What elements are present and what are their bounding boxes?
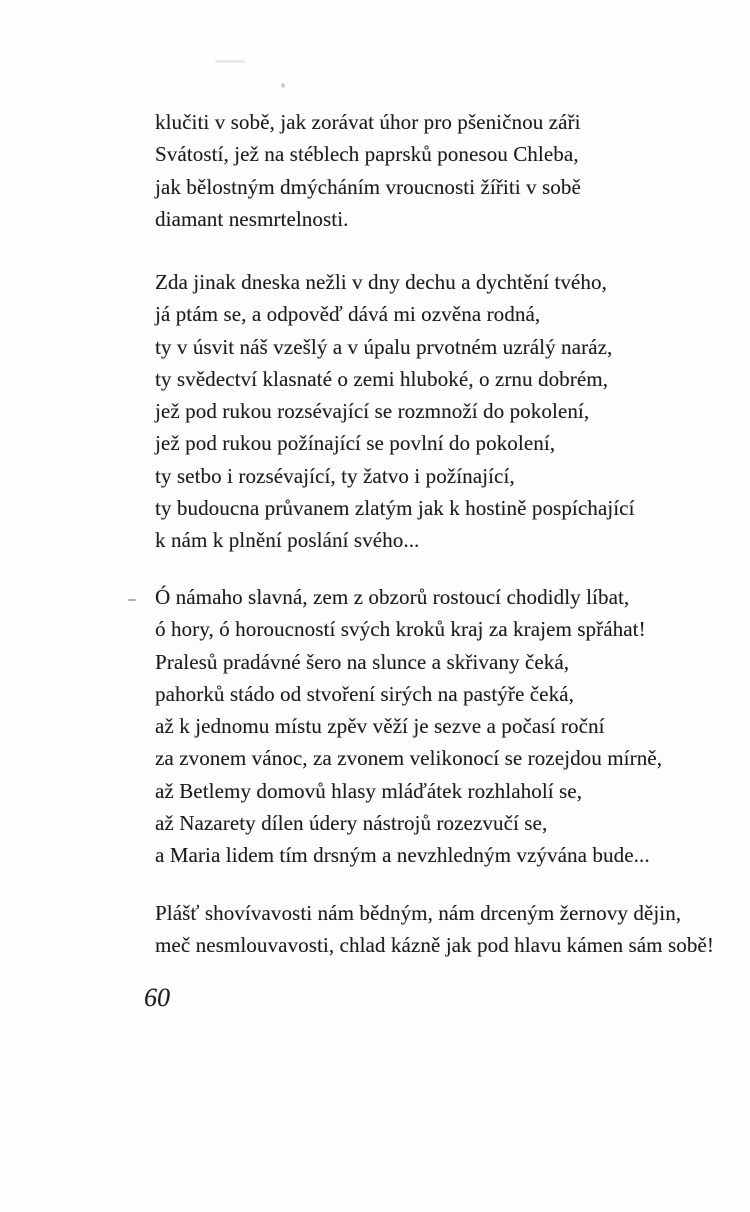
poem-line: jak bělostným dmýcháním vroucnosti žířiti v sobě — [155, 174, 581, 199]
poem-line: až k jednomu místu zpěv věží je sezve a počasí roční — [155, 714, 605, 739]
poem-line: k nám k plnění poslání svého... — [155, 528, 420, 553]
margin-dash-artifact — [128, 599, 136, 601]
poem-line: jež pod rukou rozsévající se rozmnoží do pokolení, — [155, 399, 590, 424]
poem-line: a Maria lidem tím drsným a nevzhledným vzývána bude... — [155, 843, 650, 868]
page-number: 60 — [144, 983, 170, 1012]
poem-line: ó hory, ó horoucností svých kroků kraj za krajem spřáhat! — [155, 617, 646, 642]
poem-line: za zvonem vánoc, za zvonem velikonocí se rozejdou mírně, — [155, 746, 663, 771]
poem-line: meč nesmlouvavosti, chlad kázně jak pod hlavu kámen sám sobě! — [155, 933, 714, 958]
poem-stanza-3 — [155, 581, 662, 872]
poem-line: ty budoucna průvanem zlatým jak k hostině pospíchající — [155, 496, 635, 521]
poem-line: pahorků stádo od stvoření sirých na pastýře čeká, — [155, 681, 574, 706]
poem-line: diamant nesmrtelnosti. — [155, 206, 349, 231]
poem-stanza-2 — [155, 266, 635, 557]
poem-line: jež pod rukou požínající se povlní do pokolení, — [155, 431, 556, 456]
poem-line: Plášť shovívavosti nám bědným, nám drceným žernovy dějin, — [155, 901, 682, 925]
scan-smudge-artifact — [215, 60, 245, 63]
poem-stanza-1 — [155, 106, 581, 235]
poem-line: až Betlemy domovů hlasy mláďátek rozhlaholí se, — [155, 778, 583, 803]
poem-line: Ó námaho slavná, zem z obzorů rostoucí chodidly líbat, — [155, 585, 630, 609]
poem-line: ty v úsvit náš vzešlý a v úpalu prvotném uzrálý naráz, — [155, 334, 613, 359]
poem-line: až Nazarety dílen údery nástrojů rozezvučí se, — [155, 811, 548, 836]
poem-line: Svátostí, jež na stéblech paprsků ponesou Chleba, — [155, 142, 579, 167]
poem-line: ty setbo i rozsévající, ty žatvo i požínající, — [155, 463, 515, 488]
poem-line: Zda jinak dneska nežli v dny dechu a dychtění tvého, — [155, 270, 607, 294]
poem-line: já ptám se, a odpověď dává mi ozvěna rodná, — [155, 302, 541, 327]
poem-line: Pralesů pradávné šero na slunce a skřivany čeká, — [155, 649, 570, 674]
poem-line: klučiti v sobě, jak zorávat úhor pro pšeničnou záři — [155, 110, 581, 134]
poem-line: ty svědectví klasnaté o zemi hluboké, o zrnu dobrém, — [155, 366, 609, 391]
scan-dot-artifact — [281, 83, 285, 88]
poem-stanza-4 — [155, 897, 714, 962]
